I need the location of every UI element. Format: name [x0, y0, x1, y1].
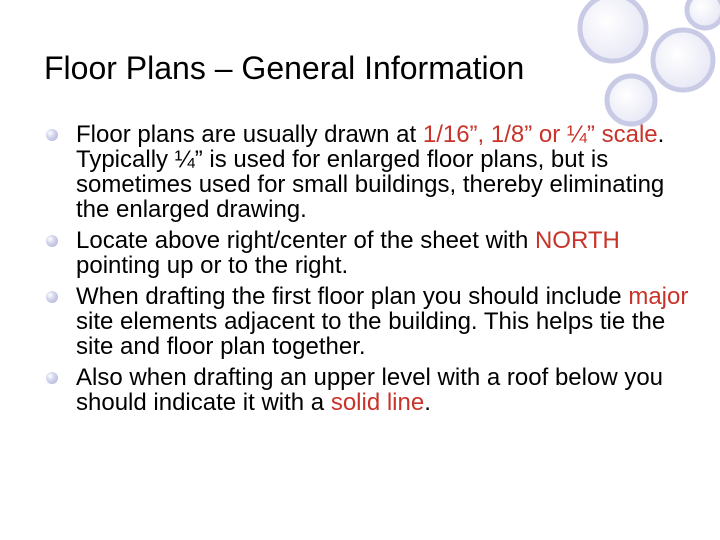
- decor-circle: [687, 0, 720, 28]
- bullet-text: Also when drafting an upper level with a roof below you should indicate it with a: [76, 364, 664, 416]
- decor-circle: [653, 30, 713, 90]
- bullet-circle-icon: [46, 235, 58, 247]
- bullet-item-north: [0, 228, 696, 278]
- bullet-circle-icon: [46, 291, 58, 303]
- highlighted-text: 1/16”, 1/8” or ¼” scale: [422, 121, 658, 148]
- bullet-text: Floor plans are usually drawn at: [76, 121, 423, 148]
- bullet-text: pointing up or to the right.: [76, 252, 349, 279]
- bullet-text: Locate above right/center of the sheet with: [76, 227, 535, 254]
- bullet-text: . Typically ¼” is used for enlarged floor plans, but is sometimes used for small buildings, thereby eliminating the enlarged drawing.: [76, 121, 665, 223]
- bullet-text: When drafting the first floor plan you should include: [76, 283, 629, 310]
- highlighted-text: major: [628, 283, 689, 310]
- decor-circle: [580, 0, 646, 61]
- bullet-circle-icon: [46, 129, 58, 141]
- bullet-text: site elements adjacent to the building. This helps tie the site and floor plan together.: [76, 308, 666, 360]
- bullet-item-roof: [0, 365, 696, 415]
- decor-circle: [607, 76, 655, 124]
- bullet-item-scale: [0, 122, 696, 222]
- highlighted-text: solid line: [330, 389, 425, 416]
- decorative-circles: [565, 0, 720, 130]
- slide-title: Floor Plans – General Information: [44, 50, 525, 86]
- bullet-text: .: [424, 389, 431, 416]
- bullet-list: [0, 122, 696, 421]
- bullet-item-site: [0, 284, 696, 359]
- bullet-circle-icon: [46, 372, 58, 384]
- highlighted-text: NORTH: [534, 227, 620, 254]
